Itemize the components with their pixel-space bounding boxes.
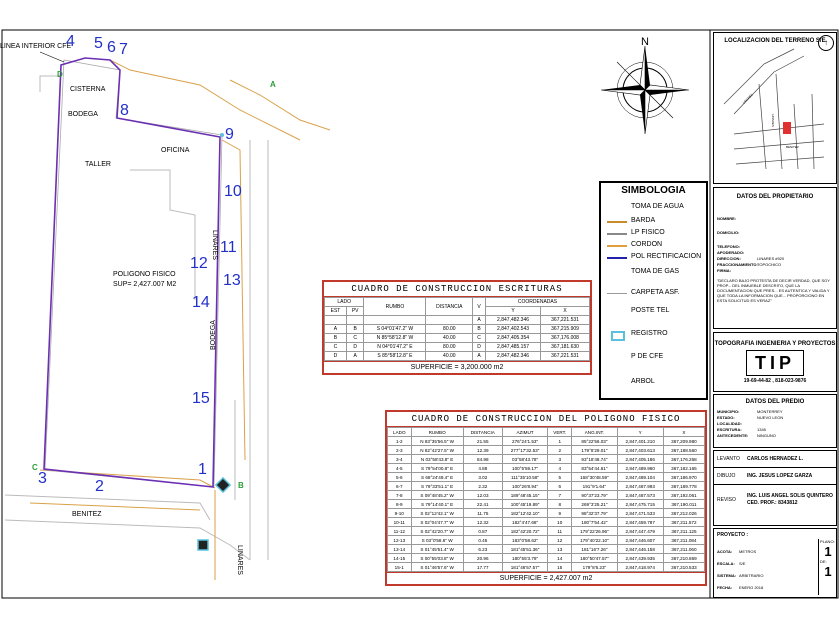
- table-cell: 85°22'56.03": [572, 437, 617, 446]
- benitez-label: BENITEZ: [72, 511, 102, 518]
- poligono-label: POLIGONO FISICO: [113, 271, 176, 278]
- table-row: A B S 04°01'47.2" W 80.00 B 2,847,402.543 367,215.909: [325, 325, 590, 334]
- table-cell: 2: [548, 446, 572, 455]
- fisico-superficie: SUPERFICIE = 2,427.007 m2: [387, 572, 705, 584]
- table-row: D A S 85°58'12.8" E 40.00 A 2,847,482.346 367,221.531: [325, 352, 590, 361]
- table-row: [388, 509, 705, 518]
- table-cell: S 68°24'49.4" E: [411, 473, 463, 482]
- table-cell: 179°8'6.23": [572, 563, 617, 572]
- table-cell: 367,211.060: [663, 545, 704, 554]
- north-arrow-icon: ↑: [818, 35, 834, 51]
- legend-item: LP FISICO: [601, 229, 706, 239]
- corner-d: D: [57, 70, 63, 79]
- table-cell: 9-10: [388, 509, 412, 518]
- table-row: [388, 446, 705, 455]
- table-row: [388, 554, 705, 563]
- table-cell: S 03°0'58.6" W: [411, 536, 463, 545]
- table-row: [388, 473, 705, 482]
- legend-item: CARPETA ASF.: [601, 289, 706, 299]
- table-cell: 367,188.560: [663, 446, 704, 455]
- table-row: C D N 04°01'47.2" E 80.00 D 2,847,485.157 367,181.630: [325, 343, 590, 352]
- table-cell: 182°12'42.10": [502, 509, 547, 518]
- table-cell: 2,847,487.993: [617, 482, 663, 491]
- table-cell: 100°45'19.89": [502, 500, 547, 509]
- predio-field: MUNICIPIO: MONTERREY: [717, 409, 783, 414]
- table-cell: 5-6: [388, 473, 412, 482]
- table-row: A 2,847,482.346 367,221.531: [325, 316, 590, 325]
- table-cell: 6-7: [388, 482, 412, 491]
- prop-field: NOMBRE:: [717, 216, 737, 221]
- table-cell: 20.96: [463, 554, 502, 563]
- table-cell: 183°0'58.62": [502, 536, 547, 545]
- table-cell: 14: [548, 554, 572, 563]
- propietario-panel: [713, 187, 837, 329]
- table-cell: 367,182.165: [663, 464, 704, 473]
- predio-field: ESTADO: NUEVO LEON: [717, 415, 784, 420]
- table-cell: 189°48'45.15": [502, 491, 547, 500]
- oficina-label: OFICINA: [161, 147, 190, 154]
- legend-title: SIMBOLOGIA: [621, 185, 686, 196]
- table-cell: S 01°46'57.6" W: [411, 563, 463, 572]
- table-cell: 13-14: [388, 545, 412, 554]
- table-cell: 12.03: [463, 491, 502, 500]
- table-cell: 21.55: [463, 437, 502, 446]
- svg-text:LINARES: LINARES: [741, 92, 754, 105]
- table-cell: 12.32: [463, 518, 502, 527]
- table-cell: 367,211.572: [663, 518, 704, 527]
- table-cell: 2,847,446.607: [617, 536, 663, 545]
- table-cell: S 09°48'45.2" W: [411, 491, 463, 500]
- prop-field: FRACCIONAMIENTO: TOPOCHICO: [717, 262, 782, 267]
- table-cell: 7-8: [388, 491, 412, 500]
- table-cell: 3: [548, 455, 572, 464]
- table-cell: 100°26'8.94": [502, 482, 547, 491]
- predio-title: DATOS DEL PREDIO: [745, 399, 805, 405]
- table-cell: 84.98: [463, 455, 502, 464]
- prop-field: DIRECCION: LINARES #920: [717, 256, 785, 261]
- vertex-11: 11: [220, 239, 237, 256]
- table-cell: 277°17'32.53": [502, 446, 547, 455]
- table-cell: 9: [548, 509, 572, 518]
- table-cell: 182°4'47.68": [502, 518, 547, 527]
- vertex-14: 14: [192, 294, 210, 311]
- empresa-panel: [713, 332, 837, 392]
- table-cell: S 02°42'20.7" W: [411, 527, 463, 536]
- escrituras-table: CUADRO DE CONSTRUCCION ESCRITURAS LADO RUMBO DISTANCIA V COORDENADAS EST PV Y X A 2,847,482.346 367,221.531 A B S 04°01'47.2" W 80.00 B 2,847,402.543 367,215.909 B C N 85°58'12.8" W 40.00 C 2,847,405.354 367,176.008 C D N 04°01'47.2" E 80.00 D 2,847,485.157 367,181.630 D A S 85°58'12.8" E 40.00 A 2,847,482.346 367,221.531 SUPERFICIE = 3,200.000 m2: [322, 280, 592, 375]
- legend-item: REGISTRO: [601, 330, 706, 340]
- simbologia-legend: [599, 181, 708, 400]
- vertex-13: 13: [223, 272, 241, 289]
- svg-text:BENITEZ: BENITEZ: [786, 145, 799, 149]
- table-row: [388, 545, 705, 554]
- table-cell: 14-15: [388, 554, 412, 563]
- table-cell: 15: [548, 563, 572, 572]
- table-row: [388, 482, 705, 491]
- table-cell: 6: [548, 482, 572, 491]
- table-row: [388, 563, 705, 572]
- table-cell: 367,209.980: [663, 437, 704, 446]
- table-cell: 2,847,487.573: [617, 491, 663, 500]
- table-cell: 181°16'7.26": [572, 545, 617, 554]
- table-cell: 3-4: [388, 455, 412, 464]
- table-cell: 181°45'51.36": [502, 545, 547, 554]
- table-cell: 2,847,471.533: [617, 509, 663, 518]
- prop-field: FIRMA:: [717, 268, 731, 273]
- legend-item: BARDA: [601, 217, 706, 227]
- table-cell: S 79°14'40.1" E: [411, 500, 463, 509]
- table-cell: N 82°42'27.5" W: [411, 446, 463, 455]
- table-cell: 367,190.011: [663, 500, 704, 509]
- vertex-1: 1: [198, 461, 207, 478]
- north-arrow-icon: [601, 46, 689, 134]
- location-map: [714, 44, 836, 174]
- table-cell: 367,212.026: [663, 509, 704, 518]
- bodega-label-2: BODEGA: [210, 320, 217, 350]
- table-cell: 180°55'3.79": [502, 554, 547, 563]
- superficie-label: SUP= 2,427.007 M2: [113, 281, 177, 288]
- table-cell: 10: [548, 518, 572, 527]
- legend-item: TOMA DE GAS: [631, 268, 680, 275]
- table-cell: 4: [548, 464, 572, 473]
- table-cell: S 79°33'51.1" E: [411, 482, 463, 491]
- table-cell: 2-3: [388, 446, 412, 455]
- proyecto-panel: PROYECTO : ACOTA: METROS ESCALA: S/E SISTEMA: ARBITRARIO FECHA: ENERO 2018 PLANO: 1 DE: 1: [713, 528, 837, 598]
- table-cell: 179°8'29.01": [572, 446, 617, 455]
- table-cell: 2,847,405.186: [617, 455, 663, 464]
- table-cell: 367,210.533: [663, 563, 704, 572]
- table-cell: 100°5'59.17": [502, 464, 547, 473]
- responsables-panel: LEVANTO CARLOS HERNADEZ L. DIBUJO ING. JESUS LOPEZ GARZA REVISO ING. LUIS ANGEL SOLIS QUINTERO CED. PROF.: 8343812: [713, 450, 837, 526]
- table-cell: 182°42'20.72": [502, 527, 547, 536]
- legend-item: POSTE TEL: [631, 307, 670, 314]
- predio-field: ESCRITURA: 1345: [717, 427, 766, 432]
- table-cell: 5: [548, 473, 572, 482]
- table-cell: 111°35'10.58": [502, 473, 547, 482]
- vertex-7: 7: [119, 41, 128, 58]
- escrituras-superficie: SUPERFICIE = 3,200.000 m2: [324, 361, 590, 373]
- taller-label: TALLER: [85, 161, 111, 168]
- table-cell: N 83°35'56.5" W: [411, 437, 463, 446]
- table-cell: 90°37'23.79": [572, 491, 617, 500]
- table-cell: 11: [548, 527, 572, 536]
- table-cell: 1-2: [388, 437, 412, 446]
- table-cell: 93°18'48.74": [572, 455, 617, 464]
- registro-symbol: [216, 478, 230, 492]
- vertex-10: 10: [224, 183, 242, 200]
- table-cell: 367,211.125: [663, 527, 704, 536]
- table-cell: 179°22'26.96": [572, 527, 617, 536]
- table-cell: 191°9'1.64": [572, 482, 617, 491]
- table-cell: 15-1: [388, 563, 412, 572]
- table-cell: S 01°45'51.4" W: [411, 545, 463, 554]
- table-cell: 2,847,403.613: [617, 446, 663, 455]
- table-cell: S 00°55'03.8" W: [411, 554, 463, 563]
- escrituras-title: CUADRO DE CONSTRUCCION ESCRITURAS: [324, 282, 590, 297]
- propietario-title: DATOS DEL PROPIETARIO: [736, 194, 814, 200]
- declaracion-text: "DECLARO BAJO PROTESTA DE DECIR VERDAD, QUE SOY PROP... DEL INMUEBLE DESCRITO, QUE LA DOCUMENTACION QUE PRES... ES AUTENTICA Y VALIDA Y QUE TODA LA INFORMACION QUE... PROPORCIONO EN ESTA SOLICITUD ES VERAZ": [717, 278, 830, 303]
- terreno-marker: [783, 122, 791, 134]
- toma-de-agua-marker: [220, 133, 224, 137]
- table-row: [388, 518, 705, 527]
- vertex-12: 12: [190, 255, 208, 272]
- svg-text:LINARES: LINARES: [771, 114, 775, 127]
- table-cell: 2,847,475.715: [617, 500, 663, 509]
- table-cell: 13: [548, 545, 572, 554]
- predio-field: ANTECEDENTE: NINGUNO: [717, 433, 776, 438]
- table-cell: 367,210.869: [663, 554, 704, 563]
- localizacion-title: LOCALIZACION DEL TERRENO S/E: [724, 38, 826, 44]
- table-cell: 2,847,418.974: [617, 563, 663, 572]
- vertex-6: 6: [107, 39, 116, 56]
- corner-a: A: [270, 80, 276, 89]
- legend-item: P DE CFE: [631, 353, 664, 360]
- table-cell: S 02°04'47.7" W: [411, 518, 463, 527]
- tip-logo: TIP: [746, 350, 804, 376]
- table-cell: 367,192.061: [663, 491, 704, 500]
- table-row: [388, 527, 705, 536]
- fisico-title: CUADRO DE CONSTRUCCION DEL POLIGONO FISICO: [387, 412, 705, 427]
- table-row: [388, 437, 705, 446]
- legend-item: CORDON: [601, 241, 706, 251]
- legend-item: ARBOL: [631, 378, 655, 385]
- table-cell: 367,189.778: [663, 482, 704, 491]
- table-cell: 11.75: [463, 509, 502, 518]
- vertex-15: 15: [192, 390, 210, 407]
- table-cell: 168°30'48.59": [572, 473, 617, 482]
- vertex-8: 8: [120, 102, 129, 119]
- corner-c: C: [32, 463, 38, 472]
- bodega-label: BODEGA: [68, 111, 98, 118]
- table-cell: 367,211.084: [663, 536, 704, 545]
- table-cell: 179°40'22.10": [572, 536, 617, 545]
- table-row: [388, 464, 705, 473]
- legend-item: POL RECTIFICACION: [601, 253, 706, 263]
- table-row: [388, 491, 705, 500]
- vertex-4: 4: [66, 33, 75, 50]
- table-cell: 2,847,489.960: [617, 464, 663, 473]
- table-row: [388, 536, 705, 545]
- table-cell: 276°24'1.53": [502, 437, 547, 446]
- table-cell: 180°7'54.42": [572, 518, 617, 527]
- table-cell: 1: [548, 437, 572, 446]
- table-cell: 6.23: [463, 545, 502, 554]
- vertex-3: 3: [38, 470, 47, 487]
- table-cell: 12: [548, 536, 572, 545]
- table-cell: 12.39: [463, 446, 502, 455]
- table-cell: 11-12: [388, 527, 412, 536]
- empresa-telefonos: 19-69-44-82 , 818-023-9876: [743, 378, 807, 384]
- table-cell: N 03°58'43.8" E: [411, 455, 463, 464]
- table-cell: 2,847,446.158: [617, 545, 663, 554]
- table-cell: S 79°54'00.8" E: [411, 464, 463, 473]
- table-cell: 367,186.970: [663, 473, 704, 482]
- table-cell: 8-9: [388, 500, 412, 509]
- table-cell: 0.87: [463, 527, 502, 536]
- legend-item: TOMA DE AGUA: [631, 203, 684, 210]
- table-cell: 17.77: [463, 563, 502, 572]
- table-cell: 7: [548, 491, 572, 500]
- table-row: B C N 85°58'12.8" W 40.00 C 2,847,405.354 367,176.008: [325, 334, 590, 343]
- table-cell: 22.41: [463, 500, 502, 509]
- table-cell: 8: [548, 500, 572, 509]
- poligono-fisico-table: CUADRO DE CONSTRUCCION DEL POLIGONO FISICO LADO RUMBO DISTANCIA AZIMUT VERT. ANG.INT. Y X 1-2 N 83°35'56.5" W 21.55 276°24'1.53" 1 85°22'56.03" 2,847,401.210 367,209.980 2-3 N 82°42'27.5" W 12.39 277°17'32.53" 2 179°8'29.01" 2,847,403.613 367,188.560 3-4 N 03°58'43.8" E 84.98 03°58'43.78" 3 93°18'48.74" 2,847,405.186 367,176.268 4-5 S 79°54'00.8" E 4.88 100°5'59.17" 4 83°54'44.61" 2,847,489.960 367,182.165 5-6 S 68°24'49.4" E 3.02 111°35'10.58" 5 168°30'48.59" 2,847,489.104 367,186.970 6-7 S 79°33'51.1" E 2.32 100°26'8.94" 6 191°9'1.64" 2,847,487.993 367,189.778 7-8 S 09°48'45.2" W 12.03 189°48'45.15" 7 90°37'23.79" 2,847,487.573 367,192.061 8-9 S 79°14'40.1" E 22.41 100°45'19.89" 8 269°3'25.21" 2,847,475.715 367,190.011 9-10 S 02°12'42.1" W 11.75 182°12'42.10" 9 98°32'37.79" 2,847,471.533 367,212.026 10-11 S 02°04'47.7" W 12.32 182°4'47.68" 10 180°7'54.42" 2,847,459.787 367,211.572 11-12 S 02°42'20.7" W 0.87 182°42'20.72" 11 179°22'26.96" 2,847,447.479 367,211.125 12-13 S 03°0'58.6" W 0.45 183°0'58.62" 12 179°40'22.10" 2,847,446.607 367,211.084 13-14 S 01°45'51.4" W 6.23 181°45'51.36" 13 181°16'7.26" 2,847,446.158 367,211.060 14-15 S 00°55'03.8" W 20.96 180°55'3.79" 14 180°50'47.57" 2,847,439.935 367,210.869 15-1 S 01°46'57.6" W 17.77 181°46'57.57" 15 179°8'6.23" 2,847,418.974 367,210.533 SUPERFICIE = 2,427.007 m2: [385, 410, 707, 586]
- vertex-9: 9: [225, 126, 234, 143]
- vertex-5: 5: [94, 35, 103, 52]
- linea-cfe-label: LINEA INTERIOR CFE: [0, 43, 72, 50]
- predio-field: LOCALIDAD:: [717, 421, 742, 426]
- table-cell: 0.45: [463, 536, 502, 545]
- table-cell: 4-5: [388, 464, 412, 473]
- table-cell: 180°50'47.57": [572, 554, 617, 563]
- registro-symbol: [198, 540, 208, 550]
- corner-b: B: [238, 481, 244, 490]
- prop-field: DOMICILIO:: [717, 230, 740, 235]
- localizacion-panel: [713, 32, 837, 184]
- linares-label-2: LINARES: [236, 545, 243, 575]
- table-cell: 2.32: [463, 482, 502, 491]
- table-cell: 3.02: [463, 473, 502, 482]
- table-cell: 2,847,439.935: [617, 554, 663, 563]
- table-cell: 269°3'25.21": [572, 500, 617, 509]
- table-row: [388, 455, 705, 464]
- table-cell: 10-11: [388, 518, 412, 527]
- table-cell: 4.88: [463, 464, 502, 473]
- table-cell: 98°32'37.79": [572, 509, 617, 518]
- table-cell: 12-13: [388, 536, 412, 545]
- table-cell: 83°54'44.61": [572, 464, 617, 473]
- prop-field: TELEFONO:: [717, 244, 741, 249]
- table-cell: 2,847,489.104: [617, 473, 663, 482]
- table-row: [388, 500, 705, 509]
- table-cell: S 02°12'42.1" W: [411, 509, 463, 518]
- table-cell: 2,847,401.210: [617, 437, 663, 446]
- predio-panel: [713, 394, 837, 448]
- table-cell: 181°46'57.57": [502, 563, 547, 572]
- vertex-2: 2: [95, 478, 104, 495]
- prop-field: APODERADO:: [717, 250, 745, 255]
- table-cell: 2,847,459.787: [617, 518, 663, 527]
- table-cell: 367,176.268: [663, 455, 704, 464]
- table-cell: 2,847,447.479: [617, 527, 663, 536]
- table-cell: 03°58'43.78": [502, 455, 547, 464]
- north-label: N: [641, 36, 649, 48]
- empresa-title: TOPOGRAFIA INGENIERIA Y PROYECTOS: [714, 341, 836, 347]
- linares-label: LINARES: [211, 230, 218, 260]
- cisterna-label: CISTERNA: [70, 86, 106, 93]
